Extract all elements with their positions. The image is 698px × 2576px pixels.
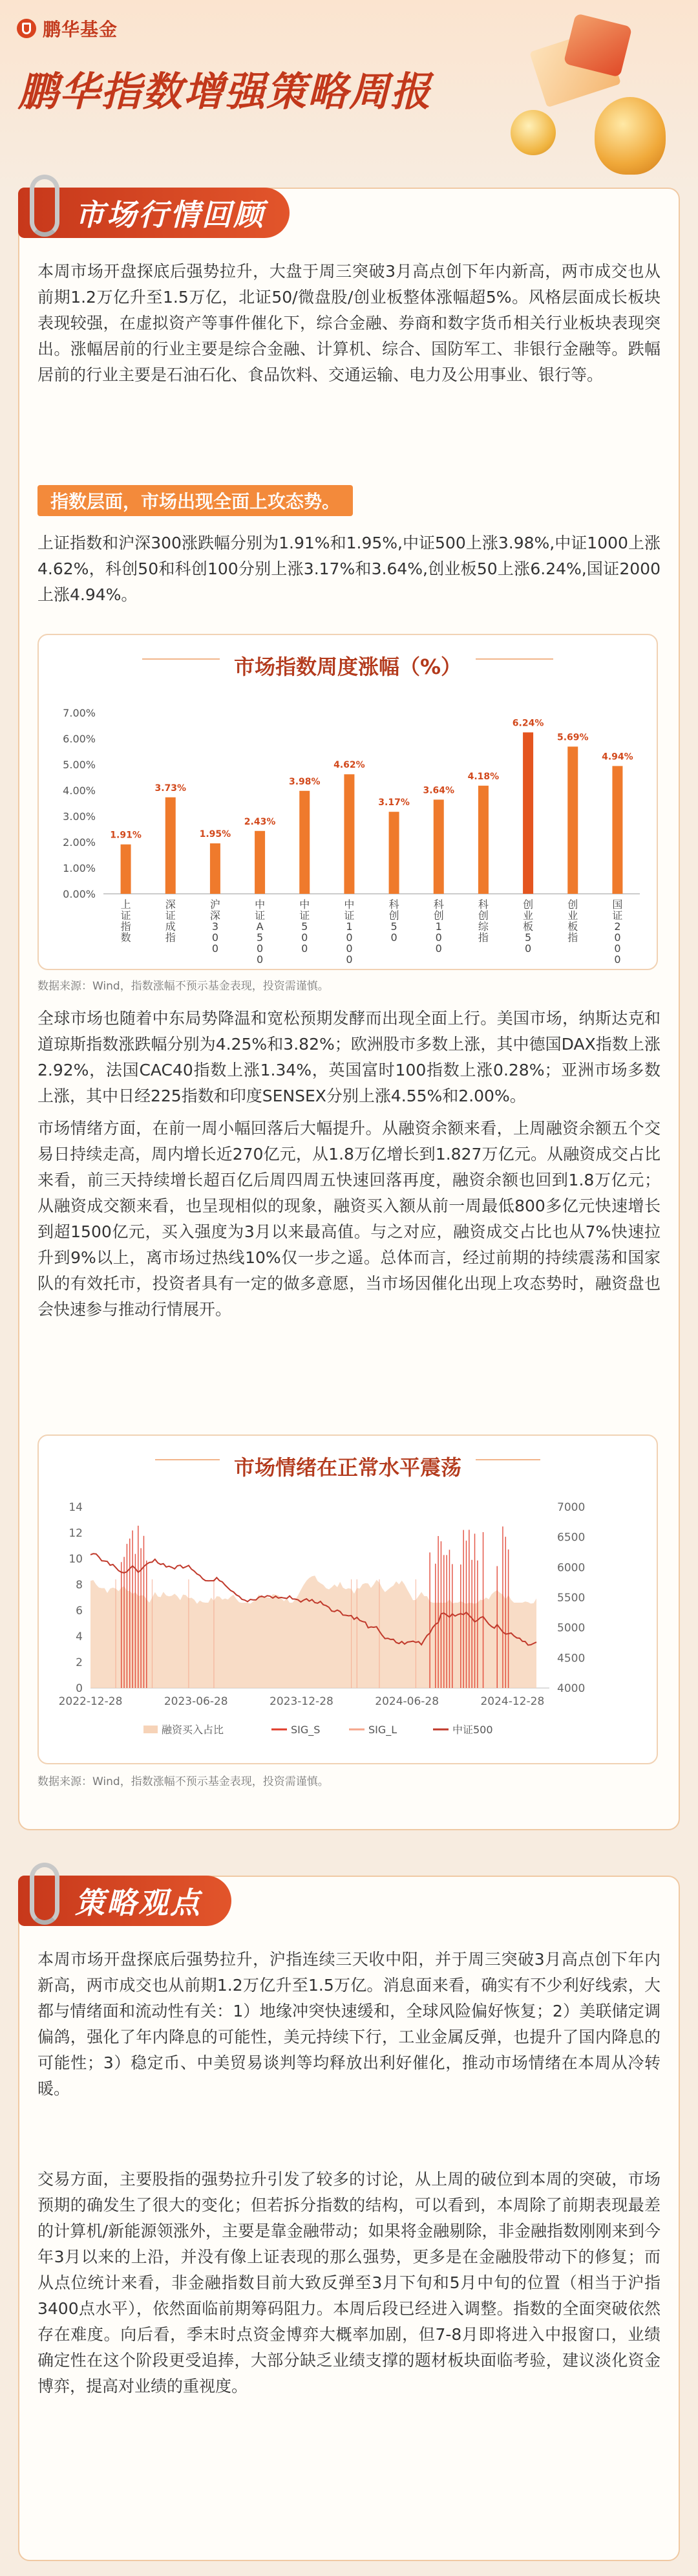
chart-1-data-label: 1.95%	[199, 829, 231, 839]
chart-2-xtick: 2022-12-28	[58, 1695, 123, 1708]
decorative-coin-icon	[511, 110, 556, 155]
chart-1-bar	[255, 831, 265, 894]
chart-2-yleft-tick: 10	[69, 1553, 83, 1566]
decorative-coin-stack-icon	[595, 97, 666, 175]
chart-2-title-rule-left	[155, 1459, 220, 1460]
chart-1-title-rule-right	[476, 658, 553, 660]
chart-1-bar	[478, 786, 489, 894]
chart-2-yright-tick: 6000	[557, 1561, 586, 1575]
sentiment-chart	[37, 1434, 658, 1764]
chart-1-bar	[121, 845, 131, 894]
chart-2-yright-tick: 5500	[557, 1592, 586, 1605]
chart-1-category-label: 深证成指	[165, 898, 176, 944]
chart-1-data-label: 6.24%	[512, 718, 544, 729]
chart-1-category-label: 科创 1 0 0	[433, 898, 444, 955]
chart-1-category-label: 科创综指	[478, 898, 489, 944]
market-paragraph-3: 全球市场也随着中东局势降温和宽松预期发酵而出现全面上行。美国市场，纳斯达克和道琼斯指数涨跌幅分别为4.25%和3.82%；欧洲股市多数上涨，其中德国DAX指数上涨2.92%，法国CAC40指数上涨1.34%，英国富时100指数上涨0.28%；亚洲市场多数上涨，其中日经225指数和印度SENSEX分别上涨4.55%和2.00%。	[37, 1009, 661, 1105]
chart-1-bar	[567, 746, 578, 894]
highlight-label: 指数层面，市场出现全面上攻态势。	[37, 485, 353, 516]
chart-1-data-label: 4.18%	[467, 771, 500, 782]
page-title: 鹏华指数增强策略周报	[18, 68, 432, 115]
chart-1-ytick-label: 3.00%	[63, 810, 96, 823]
chart-2-yright-tick: 4500	[557, 1652, 586, 1665]
chart-1-ytick-label: 1.00%	[63, 862, 96, 874]
chart-1-title: 市场指数周度涨幅（%）	[233, 655, 462, 679]
hero-banner	[0, 0, 698, 194]
chart-2-title: 市场情绪在正常水平震荡	[233, 1455, 461, 1480]
chart-1-category-label: 中证 A 5 0 0	[255, 898, 266, 966]
chart-1-category-label: 科创 5 0	[388, 898, 399, 944]
chart-1-ytick-label: 2.00%	[63, 836, 96, 849]
chart-1-bar	[434, 799, 444, 894]
chart-2-title-rule-right	[476, 1459, 540, 1460]
chart-2-xtick: 2023-06-28	[164, 1695, 228, 1708]
chart-1-data-label: 3.98%	[288, 776, 321, 787]
chart-1-data-label: 3.64%	[423, 785, 455, 796]
chart-1-bar	[612, 766, 622, 894]
chart-1-category-label: 创业板 5 0	[523, 898, 534, 955]
brand-logo-text: 鹏华基金	[43, 19, 118, 40]
chart-1-source: 数据来源：Wind，指数涨幅不预示基金表现，投资需谨慎。	[37, 980, 329, 993]
chart-1-bar	[165, 797, 176, 894]
chart-1-bar	[299, 791, 310, 894]
chart-1-ytick-label: 0.00%	[63, 888, 96, 900]
chart-2-legend-label: 中证500	[452, 1724, 493, 1736]
chart-2-yright-tick: 6500	[557, 1531, 586, 1544]
chart-1-data-label: 1.91%	[110, 830, 142, 841]
chart-2-yleft-tick: 12	[69, 1527, 83, 1540]
chart-2-yleft-tick: 4	[76, 1630, 83, 1643]
chart-2-yleft-tick: 6	[76, 1605, 83, 1618]
chart-1-category-label: 沪深 3 0 0	[209, 898, 220, 955]
chart-1-category-label: 国证 2 0 0 0	[612, 898, 623, 966]
chart-1-bar	[523, 732, 533, 894]
chart-2-yright-tick: 5000	[557, 1621, 586, 1635]
chart-2-yleft-tick: 2	[76, 1656, 83, 1669]
chart-1-bar	[389, 812, 399, 894]
section-title-strategy: 策略观点	[75, 1885, 202, 1920]
chart-1-ytick-label: 6.00%	[63, 733, 96, 745]
chart-1-category-label: 创业板指	[567, 898, 578, 944]
brand-logo-icon	[17, 19, 36, 38]
chart-1-bar	[344, 774, 354, 894]
chart-1-ytick-label: 5.00%	[63, 759, 96, 771]
chart-1-svg	[39, 635, 657, 969]
chart-1-data-label: 5.69%	[556, 732, 589, 743]
chart-1-bar	[210, 843, 220, 894]
market-paragraph-1: 本周市场开盘探底后强势拉升，大盘于周三突破3月高点创下年内新高，两市成交也从前期1.2万亿升至1.5万亿，北证50/微盘股/创业板整体涨幅超5%。风格层面成长板块表现较强，在虚拟资产等事件催化下，综合金融、券商和数字货币相关行业板块表现突出。涨幅居前的行业主要是综合金融、计算机、综合、国防军工、非银行金融等。跌幅居前的行业主要是石油石化、食品饮料、交通运输、电力及公用事业、银行等。	[37, 262, 661, 384]
brand-logo	[17, 16, 118, 41]
chart-2-xtick: 2023-12-28	[270, 1695, 333, 1708]
chart-1-category-label: 上证指数	[120, 898, 131, 944]
chart-1-ytick-label: 7.00%	[63, 707, 96, 719]
chart-1-title-rule-left	[142, 658, 220, 660]
section-title-market: 市场行情回顾	[75, 197, 265, 232]
market-paragraph-4: 市场情绪方面，在前一周小幅回落后大幅提升。从融资余额来看，上周融资余额五个交易日持续走高，周内增长近270亿元，从1.8万亿增长到1.827万亿元。从融资成交占比来看，前三天持续增长超百亿后周四周五快速回落再度，融资余额也回到1.8万亿元；从融资成交额来看，也呈现相似的现象，融资买入额从前一周最低800多亿元快速增长到超1500亿元，买入强度为3月以来最高值。与之对应，融资成交占比也从7%快速拉升到9%以上，离市场过热线10%仅一步之遥。总体而言，经过前期的持续震荡和国家队的有效托市，投资者具有一定的做多意愿，当市场因催化出现上攻态势时，融资盘也会快速参与推动行情展开。	[37, 1119, 661, 1319]
chart-2-legend-label: SIG_L	[368, 1724, 397, 1736]
paperclip-icon	[30, 175, 59, 237]
chart-2-yleft-tick: 14	[69, 1501, 83, 1514]
chart-1-category-label: 中证 5 0 0	[299, 898, 310, 955]
chart-1-data-label: 4.94%	[602, 752, 633, 763]
section-header-market	[18, 188, 290, 238]
chart-2-legend-label: 融资买入占比	[162, 1724, 224, 1736]
strategy-paragraph-2: 交易方面，主要股指的强势拉升引发了较多的讨论，从上周的破位到本周的突破，市场预期的确发生了很大的变化；但若拆分指数的结构，可以看到，本周除了前期表现最差的计算机/新能源领涨外，主要是靠金融带动；如果将金融剔除，非金融指数刚刚来到今年3月以来的上沿，并没有像上证表现的那么强势，更多是在金融股带动下的修复；而从点位统计来看，非金融指数目前大致反弹至3月下旬和5月中旬的位置（相当于沪指3400点水平），依然面临前期筹码阻力。本周后段已经进入调整。指数的全面突破依然存在难度。向后看，季末时点资金博弈大概率加剧，但7-8月即将进入中报窗口，业绩确定性在这个阶段更受追捧，大部分缺乏业绩支撑的题材板块面临考验，建议淡化资金博弈，提高对业绩的重视度。	[37, 2170, 661, 2396]
chart-2-legend-swatch	[143, 1726, 158, 1733]
chart-2-xtick: 2024-12-28	[480, 1695, 545, 1708]
chart-1-data-label: 2.43%	[244, 816, 276, 827]
chart-1-ytick-label: 4.00%	[63, 785, 96, 797]
chart-1-data-label: 4.62%	[333, 760, 365, 771]
section-header-strategy	[18, 1876, 231, 1926]
index-weekly-change-chart	[37, 634, 658, 970]
chart-2-svg	[39, 1436, 657, 1763]
chart-2-source: 数据来源：Wind，指数涨幅不预示基金表现，投资需谨慎。	[37, 1775, 329, 1788]
market-paragraph-2: 上证指数和沪深300涨跌幅分别为1.91%和1.95%,中证500上涨3.98%,中证1000上涨4.62%，科创50和科创100分别上涨3.17%和3.64%,创业板50上涨6.24%,国证2000上涨4.94%。	[37, 534, 661, 604]
chart-1-data-label: 3.17%	[378, 797, 410, 808]
chart-2-yright-tick: 4000	[557, 1682, 586, 1695]
strategy-paragraph-1: 本周市场开盘探底后强势拉升，沪指连续三天收中阳，并于周三突破3月高点创下年内新高，两市成交也从前期1.2万亿升至1.5万亿。消息面来看，确实有不少利好线索，大都与情绪面和流动性有关：1）地缘冲突快速缓和，全球风险偏好恢复；2）美联储定调偏鸽，强化了年内降息的可能性，美元持续下行，工业金属反弹，也提升了国内降息的可能性；3）稳定币、中美贸易谈判等均释放出利好催化，推动市场情绪在本周从冷转暖。	[37, 1950, 661, 2098]
chart-1-data-label: 3.73%	[154, 783, 187, 794]
paperclip-icon	[30, 1863, 59, 1925]
chart-2-yright-tick: 7000	[557, 1501, 586, 1514]
chart-1-category-label: 中证 1 0 0 0	[344, 898, 355, 966]
chart-2-xtick: 2024-06-28	[375, 1695, 439, 1708]
chart-2-yleft-tick: 0	[76, 1682, 83, 1695]
chart-2-yleft-tick: 8	[76, 1579, 83, 1592]
chart-2-legend-label: SIG_S	[291, 1724, 321, 1736]
